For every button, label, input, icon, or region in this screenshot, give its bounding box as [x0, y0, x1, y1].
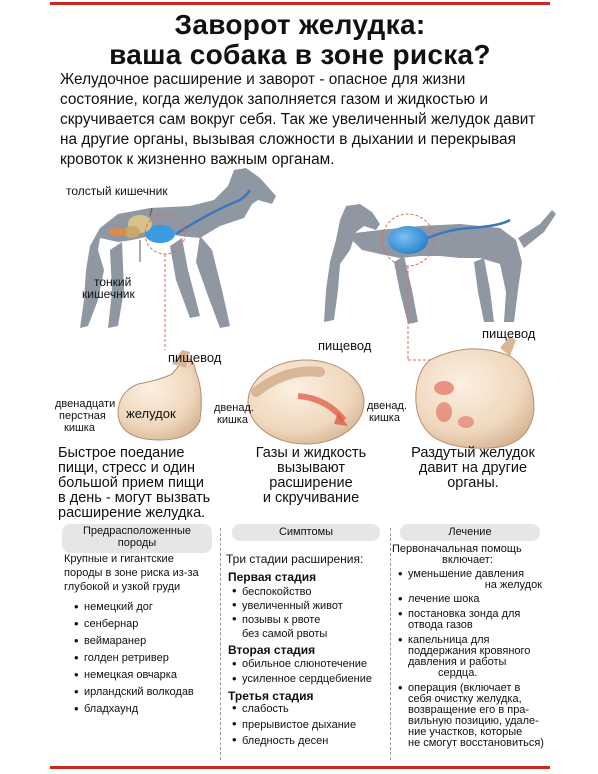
label-duodenum-2b: кишка: [217, 414, 248, 426]
list-item: • операция (включает в себя очистку желудка, возвращение его в пра- вильную позицию, удале- ние участков, которые не смогут восстановиться): [396, 683, 548, 749]
list-item: • капельница для поддержания кровяного давления и работы сердца.: [396, 635, 548, 679]
column-divider-2: [390, 528, 391, 760]
stage-3-title: Третья стадия: [228, 689, 314, 703]
label-esophagus-3: пищевод: [482, 326, 536, 341]
label-small-intestine-1: тонкий: [94, 275, 132, 289]
list-item: • лечение шока: [396, 594, 548, 605]
stage-1-list: [230, 585, 390, 641]
caption-stage-3: Раздутый желудок давит на другие органы.: [411, 445, 535, 491]
list-item: • ирландский волкодав: [72, 684, 222, 701]
stomach-bloated: [416, 336, 534, 448]
list-item: • немецкая овчарка: [72, 667, 222, 684]
label-duodenum-3a: двенад.: [367, 400, 407, 412]
list-item: • бладхаунд: [72, 701, 222, 718]
label-duodenum-1c: кишка: [64, 422, 95, 434]
list-item: • прерывистое дыхание: [230, 717, 390, 733]
stomach-twisting: [248, 360, 364, 444]
intro-paragraph: Желудочное расширение и заворот - опасное для жизни состояние, когда желудок заполняется газом и жидкостью и скручивается сам вокруг себя. Так же увеличенный желудок давит на другие органы, вызывая сложности в дыхании и перекрывая кровоток к жизненно важным органам.: [60, 71, 536, 168]
list-item: • слабость: [230, 701, 390, 717]
symptoms-header: Симптомы: [232, 524, 380, 541]
symptom-vomit-text: позывы к рвоте без самой рвоты: [242, 614, 328, 640]
breeds-header: Предрасположенные породы: [62, 524, 212, 553]
label-stomach: желудок: [126, 406, 176, 421]
treatment-list: [396, 569, 548, 749]
list-item: • голден ретривер: [72, 650, 222, 667]
list-item: • постановка зонда для отвода газов: [396, 609, 548, 631]
treatment-intro: Первоначальная помощь включает:: [392, 543, 522, 566]
dog-bloated-illustration: [324, 204, 556, 324]
list-item: • немецкий дог: [72, 599, 222, 616]
stage-3-list: [230, 701, 390, 749]
list-item: • сенбернар: [72, 616, 222, 633]
list-item: • беспокойство: [230, 585, 390, 599]
stage-1-title: Первая стадия: [228, 570, 317, 584]
list-item: • бледность десен: [230, 733, 390, 749]
list-item: • обильное слюнотечение: [230, 657, 395, 672]
breeds-intro: Крупные и гигантские породы в зоне риска из-за глубокой и узкой груди: [64, 553, 199, 593]
label-small-intestine-2: кишечник: [82, 287, 135, 301]
caption-stage-1: Быстрое поедание пищи, стресс и один большой прием пищи в день - могут вызвать расширение желудка.: [58, 445, 211, 521]
caption-stage-2: Газы и жидкость вызывают расширение и скручивание: [255, 445, 367, 506]
label-duodenum-1b: перстная: [59, 410, 106, 422]
list-item: • усиленное сердцебиение: [230, 672, 395, 687]
label-esophagus-1: пищевод: [168, 350, 222, 365]
label-duodenum-2a: двенад.: [214, 402, 254, 414]
list-item: • веймаранер: [72, 633, 222, 650]
list-item: • уменьшение давления на желудок: [396, 569, 548, 591]
label-duodenum-1a: двенадцати: [55, 398, 116, 410]
treatment-header: Лечение: [400, 524, 540, 541]
symptoms-intro: Три стадии расширения:: [226, 552, 364, 566]
list-item: [230, 613, 390, 641]
title-line-2: ваша собака в зоне риска?: [109, 39, 491, 70]
stage-2-list: [230, 657, 395, 687]
title-line-1: Заворот желудка:: [174, 9, 426, 40]
label-large-intestine: толстый кишечник: [66, 184, 168, 198]
breeds-list: [72, 599, 222, 718]
stage-2-title: Вторая стадия: [228, 643, 316, 657]
label-duodenum-3b: кишка: [369, 412, 400, 424]
list-item: • увеличенный живот: [230, 599, 390, 613]
label-esophagus-2: пищевод: [318, 338, 372, 353]
